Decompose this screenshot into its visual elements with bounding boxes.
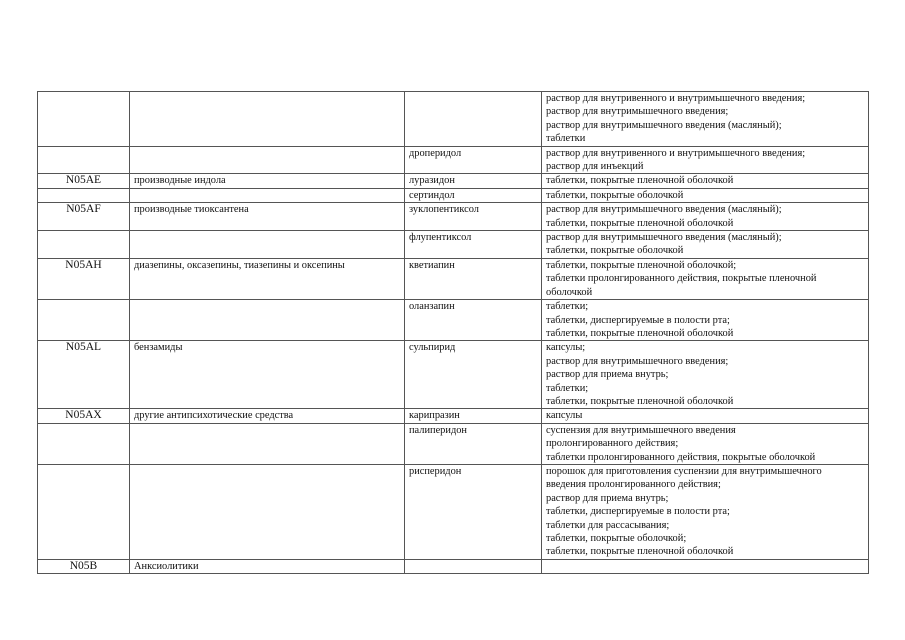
pharmacological-group-cell: [130, 423, 405, 464]
dosage-form-line: пролонгированного действия;: [546, 438, 679, 450]
dosage-form-line: раствор для инъекций: [546, 161, 644, 173]
dosage-form-line: раствор для внутримышечного введения (масляный);: [546, 204, 782, 216]
drug-name-cell: карипразин: [405, 409, 542, 423]
dosage-form-line: таблетки, покрытые пленочной оболочкой: [546, 395, 734, 407]
pharmacological-group-cell: [130, 464, 405, 559]
dosage-form-line: таблетки;: [546, 382, 589, 394]
dosage-form-line: таблетки, покрытые оболочкой: [546, 189, 684, 201]
drug-name-cell: зуклопентиксол: [405, 203, 542, 231]
dosage-form-line: раствор для приема внутрь;: [546, 492, 669, 504]
dosage-form-line: раствор для внутримышечного введения;: [546, 355, 729, 367]
pharmacological-group-cell: [130, 300, 405, 341]
atc-code-cell: [38, 464, 130, 559]
dosage-forms-cell: [542, 92, 869, 147]
dosage-form-line: таблетки;: [546, 301, 589, 313]
atc-code-cell: [38, 146, 130, 174]
table-row: [38, 146, 869, 174]
drug-name-cell: палиперидон: [405, 423, 542, 464]
table-body: [38, 92, 869, 574]
pharmacological-group-cell: бензамиды: [130, 341, 405, 409]
atc-code-cell: [38, 188, 130, 202]
dosage-form-line: таблетки, покрытые оболочкой;: [546, 533, 687, 544]
drug-name-cell: [405, 92, 542, 147]
drug-name-cell: луразидон: [405, 174, 542, 188]
pharmacological-group-cell: [130, 146, 405, 174]
pharmacological-group-cell: производные тиоксантена: [130, 203, 405, 231]
drug-name-cell: флупентиксол: [405, 231, 542, 259]
dosage-form-line: капсулы: [546, 410, 583, 422]
dosage-forms-cell: [542, 464, 869, 559]
atc-code-cell: N05AE: [38, 174, 130, 188]
table-row: [38, 258, 869, 299]
table-row: [38, 188, 869, 202]
dosage-form-line: таблетки, покрытые пленочной оболочкой: [546, 217, 734, 229]
drug-name-cell: кветиапин: [405, 258, 542, 299]
pharmacological-group-cell: [130, 231, 405, 259]
pharmacological-group-cell: диазепины, оксазепины, тиазепины и оксепины: [130, 258, 405, 299]
dosage-form-line: раствор для внутривенного и внутримышечного введения;: [546, 93, 806, 104]
dosage-form-line: таблетки пролонгированного действия, покрытые пленочной: [546, 273, 817, 285]
atc-code-cell: N05B: [38, 559, 130, 573]
dosage-form-line: таблетки, покрытые пленочной оболочкой: [546, 327, 734, 339]
atc-code-cell: N05AL: [38, 341, 130, 409]
table-row: [38, 231, 869, 259]
atc-code-cell: N05AF: [38, 203, 130, 231]
table-row: [38, 203, 869, 231]
pharmacological-group-cell: другие антипсихотические средства: [130, 409, 405, 423]
drug-name-cell: дроперидол: [405, 146, 542, 174]
pharmacological-group-cell: Анксиолитики: [130, 559, 405, 573]
pharmacological-group-cell: [130, 92, 405, 147]
dosage-forms-cell: [542, 300, 869, 341]
dosage-form-line: таблетки для рассасывания;: [546, 519, 670, 531]
atc-code-cell: [38, 231, 130, 259]
dosage-forms-cell: [542, 231, 869, 259]
atc-code-cell: [38, 423, 130, 464]
dosage-forms-cell: [542, 203, 869, 231]
dosage-form-line: таблетки, диспергируемые в полости рта;: [546, 314, 730, 326]
table-row: [38, 92, 869, 147]
table-row: [38, 464, 869, 559]
table-row: [38, 423, 869, 464]
dosage-form-line: раствор для внутримышечного введения (масляный);: [546, 232, 782, 244]
dosage-forms-cell: [542, 423, 869, 464]
table-row: [38, 300, 869, 341]
dosage-form-line: суспензия для внутримышечного введения: [546, 424, 736, 436]
drug-classification-table: [37, 91, 869, 574]
dosage-form-line: таблетки, диспергируемые в полости рта;: [546, 506, 730, 518]
atc-code-cell: [38, 300, 130, 341]
dosage-form-line: раствор для внутривенного и внутримышечного введения;: [546, 147, 806, 159]
table-row: [38, 341, 869, 409]
dosage-form-line: раствор для приема внутрь;: [546, 369, 669, 381]
pharmacological-group-cell: производные индола: [130, 174, 405, 188]
dosage-form-line: раствор для внутримышечного введения;: [546, 106, 729, 118]
dosage-form-line: таблетки, покрытые пленочной оболочкой;: [546, 259, 737, 271]
dosage-form-line: оболочкой: [546, 286, 593, 298]
dosage-form-line: таблетки: [546, 133, 586, 145]
drug-name-cell: оланзапин: [405, 300, 542, 341]
dosage-form-line: введения пролонгированного действия;: [546, 479, 721, 491]
dosage-form-line: [546, 560, 864, 573]
dosage-forms-cell: [542, 559, 869, 573]
dosage-form-line: раствор для внутримышечного введения (масляный);: [546, 119, 782, 131]
dosage-form-line: таблетки, покрытые пленочной оболочкой: [546, 546, 734, 558]
dosage-forms-cell: [542, 409, 869, 423]
drug-name-cell: рисперидон: [405, 464, 542, 559]
dosage-forms-cell: [542, 258, 869, 299]
atc-code-cell: [38, 92, 130, 147]
drug-name-cell: сульпирид: [405, 341, 542, 409]
dosage-forms-cell: [542, 146, 869, 174]
dosage-form-line: таблетки, покрытые пленочной оболочкой: [546, 175, 734, 187]
dosage-forms-cell: [542, 188, 869, 202]
atc-code-cell: N05AH: [38, 258, 130, 299]
dosage-form-line: таблетки, покрытые оболочкой: [546, 245, 684, 257]
dosage-form-line: порошок для приготовления суспензии для внутримышечного: [546, 465, 822, 477]
dosage-forms-cell: [542, 174, 869, 188]
table-row: [38, 174, 869, 188]
atc-code-cell: N05AX: [38, 409, 130, 423]
dosage-form-line: капсулы;: [546, 342, 586, 354]
pharmacological-group-cell: [130, 188, 405, 202]
dosage-forms-cell: [542, 341, 869, 409]
table-row: [38, 409, 869, 423]
dosage-form-line: таблетки пролонгированного действия, покрытые оболочкой: [546, 451, 816, 463]
table-row: [38, 559, 869, 573]
drug-name-cell: [405, 559, 542, 573]
drug-name-cell: сертиндол: [405, 188, 542, 202]
